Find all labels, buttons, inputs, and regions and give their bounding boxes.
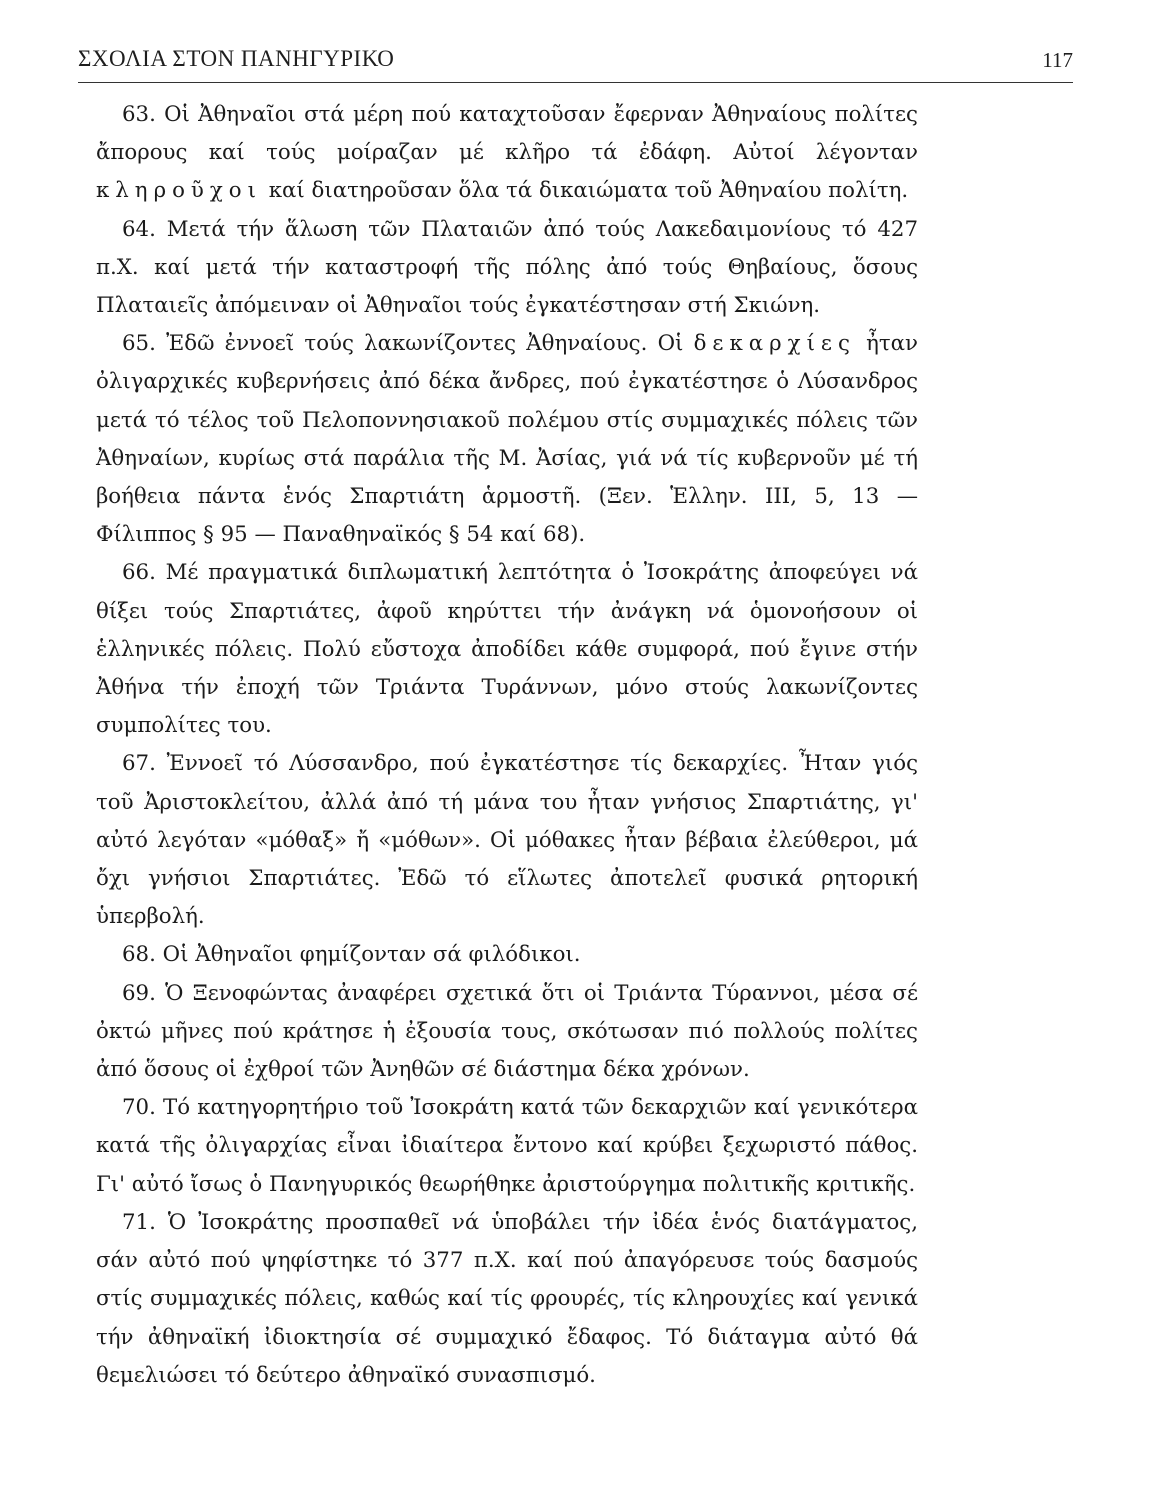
note-71: 71. Ὁ Ἰσοκράτης προσπαθεῖ νά ὑποβάλει τήν ἰδέα ἑνός διατάγματος, σάν αὐτό πού ψηφίστηκε τό 377 π.Χ. καί πού ἀπαγόρευσε τούς δασμούς στίς συμμαχικές πόλεις, καθώς καί τίς φρουρές, τίς κληρουχίες καί γενικά τήν ἀθηναϊκή ἰδιοκτησία σέ συμμαχικό ἔδαφος. Τό διάταγμα αὐτό θά θεμελιώσει τό δεύτερο ἀθηναϊκό συνασπισμό. <box>96 1209 918 1388</box>
note-64: 64. Μετά τήν ἅλωση τῶν Πλαταιῶν ἀπό τούς Λακεδαιμονίους τό 427 π.Χ. καί μετά τήν καταστροφή τῆς πόλης ἀπό τούς Θηβαίους, ὅσους Πλαταιεῖς ἀπόμειναν οἱ Ἀθηναῖοι τούς ἐγκατέστησαν στή Σκιώνη. <box>96 216 918 319</box>
notes-body <box>96 96 918 1395</box>
note-66: 66. Μέ πραγματικά διπλωματική λεπτότητα ὁ Ἰσοκράτης ἀποφεύγει νά θίξει τούς Σπαρτιάτες, ἀφοῦ κηρύττει τήν ἀνάγκη νά ὁμονοήσουν οἱ ἑλληνικές πόλεις. Πολύ εὔστοχα ἀποδίδει κάθε συμφορά, πού ἔγινε στήν Ἀθήνα τήν ἐποχή τῶν Τριάντα Τυράννων, μόνο στούς λακωνίζοντες συμπολίτες του. <box>96 560 918 739</box>
note-67: 67. Ἐννοεῖ τό Λύσσανδρο, πού ἐγκατέστησε τίς δεκαρχίες. Ἦταν γιός τοῦ Ἀριστοκλείτου, ἀλλά ἀπό τή μάνα του ἦταν γνήσιος Σπαρτιάτης, γι' αὐτό λεγόταν «μόθαξ» ἤ «μόθων». Οἱ μόθακες ἦταν βέβαια ἐλεύθεροι, μά ὄχι γνήσιοι Σπαρτιάτες. Ἐδῶ τό εἵλωτες ἀποτελεῖ φυσικά ρητορική ὑπερβολή. <box>96 751 918 930</box>
header-divider <box>78 82 1073 83</box>
note-63 <box>96 96 918 211</box>
note-text: 65. Ἐδῶ ἐννοεῖ τούς λακωνίζοντες Ἀθηναίους. Οἱ <box>122 331 694 357</box>
note-text: 63. Οἱ Ἀθηναῖοι στά μέρη πού καταχτοῦσαν ἔφερναν Ἀθηναίους πολίτες ἄπορους καί τούς μοίραζαν μέ κλῆρο τά ἐδάφη. Αὐτοί λέγονταν <box>96 102 918 166</box>
spaced-term: κληροῦχοι <box>96 178 262 204</box>
note-70: 70. Τό κατηγορητήριο τοῦ Ἰσοκράτη κατά τῶν δεκαρχιῶν καί γενικότερα κατά τῆς ὀλιγαρχίας εἶναι ἰδιαίτερα ἔντονο καί κρύβει ξεχωριστό πάθος. Γι' αὐτό ἴσως ὁ Πανηγυρικός θεωρήθηκε ἀριστούργημα πολιτικῆς κριτικῆς. <box>96 1095 918 1197</box>
page-header <box>78 44 1073 84</box>
note-text: καί διατηροῦσαν ὅλα τά δικαιώματα τοῦ Ἀθηναίου πολίτη. <box>261 178 909 204</box>
note-text: ἦταν ὀλιγαρχικές κυβερνήσεις ἀπό δέκα ἄνδρες, πού ἐγκατέστησε ὁ Λύσανδρος μετά τό τέλος τοῦ Πελοποννησιακοῦ πολέμου στίς συμμαχικές πόλεις τῶν Ἀθηναίων, κυρίως στά παράλια τῆς Μ. Ἀσίας, γιά νά τίς κυβερνοῦν μέ τή βοήθεια πάντα ἑνός Σπαρτιάτη ἁρμοστῆ. (Ξεν. Ἑλλην. III, 5, 13 — Φίλιππος § 95 — Παναθηναϊκός § 54 καί 68). <box>96 331 918 548</box>
spaced-term: δεκαρχίες <box>693 331 856 357</box>
running-title: ΣΧΟΛΙΑ ΣΤΟΝ ΠΑΝΗΓΥΡΙΚΟ <box>78 46 395 71</box>
note-69: 69. Ὁ Ξενοφώντας ἀναφέρει σχετικά ὅτι οἱ Τριάντα Τύραννοι, μέσα σέ ὀκτώ μῆνες πού κράτησε ἡ ἐξουσία τους, σκότωσαν πιό πολλούς πολίτες ἀπό ὅσους οἱ ἐχθροί τῶν Ἀνηθῶν σέ διάστημα δέκα χρόνων. <box>96 980 918 1083</box>
note-68: 68. Οἱ Ἀθηναῖοι φημίζονταν σά φιλόδικοι. <box>122 942 581 968</box>
note-65 <box>96 325 918 554</box>
page-number: 117 <box>1042 48 1073 72</box>
